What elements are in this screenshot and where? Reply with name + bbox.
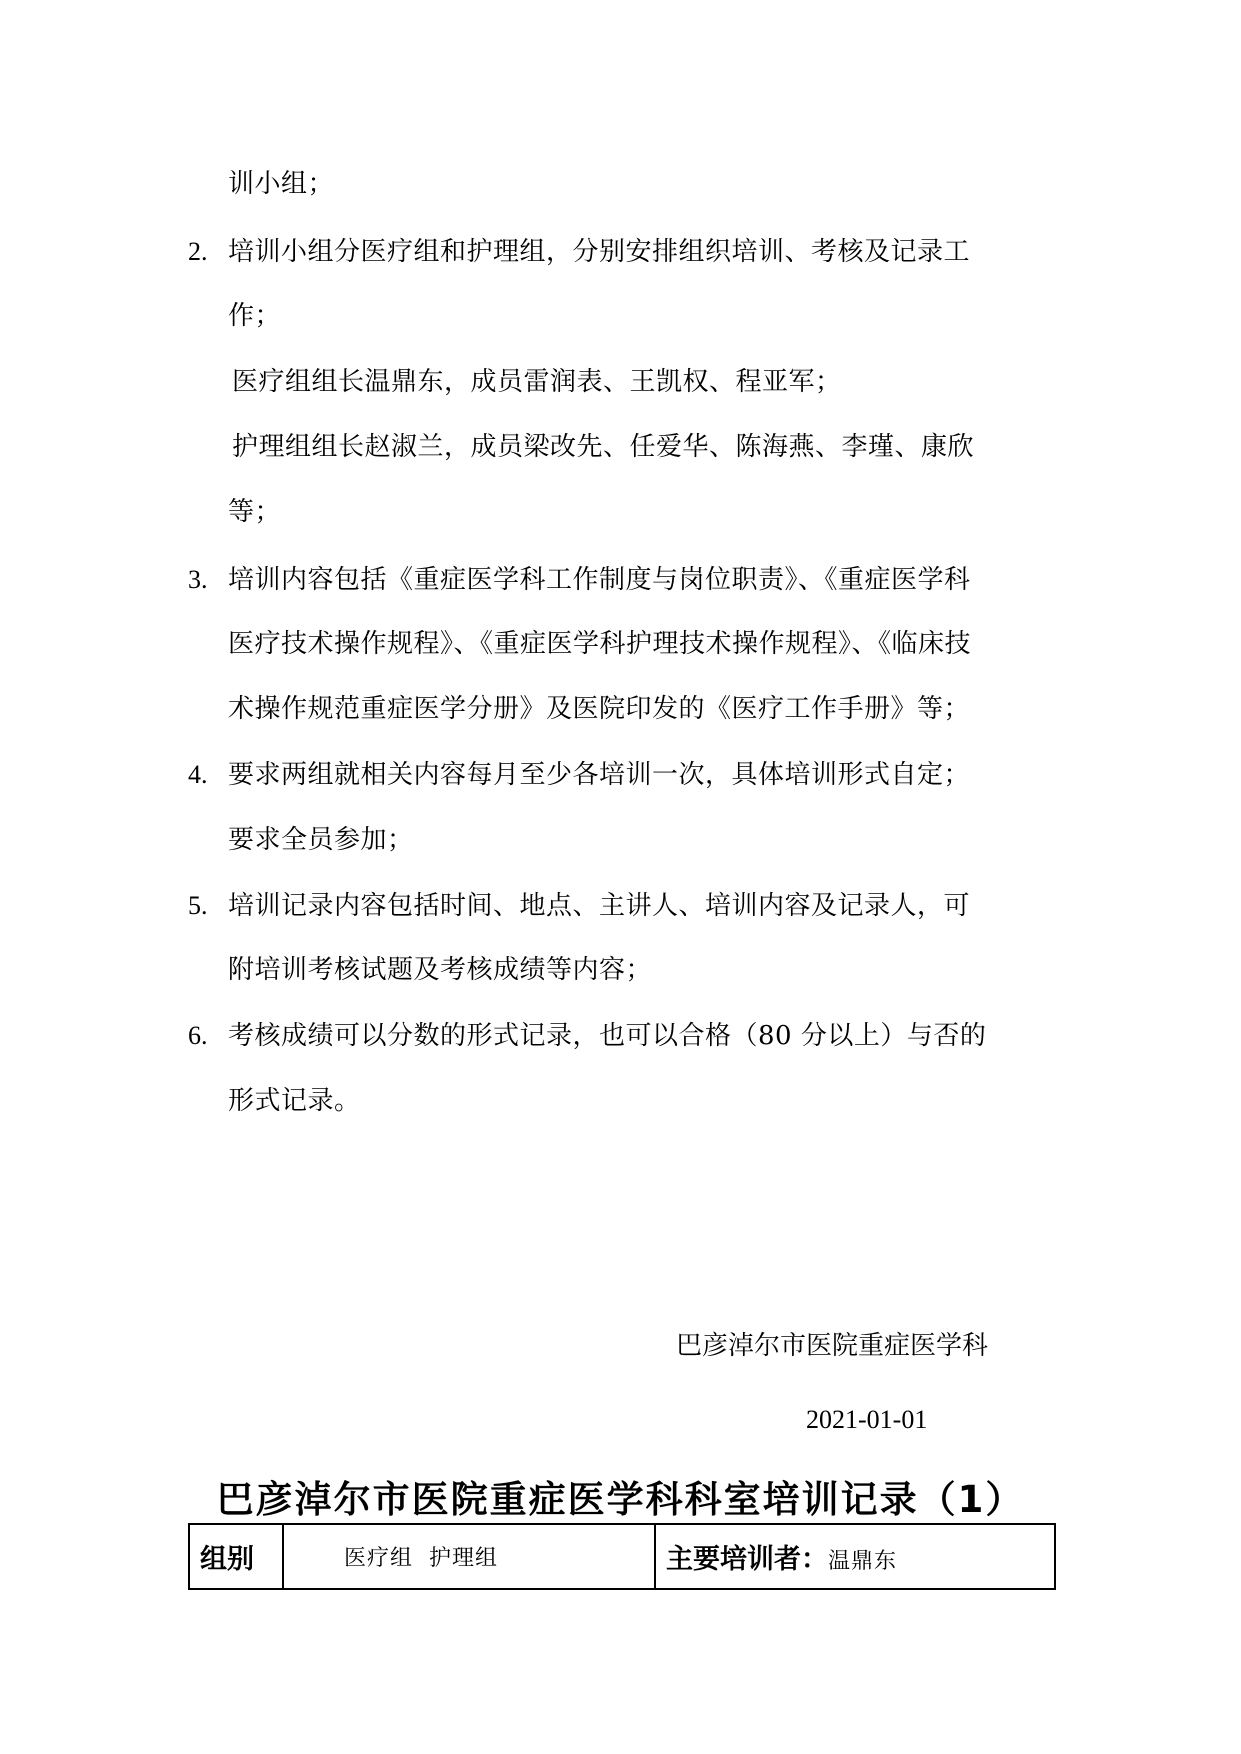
text-line: 医疗技术操作规程》、《重症医学科护理技术操作规程》、《临床技 bbox=[228, 629, 972, 659]
text-line: 要求全员参加； bbox=[228, 825, 414, 855]
list-number: 5. bbox=[188, 891, 208, 920]
record-table bbox=[188, 1523, 1056, 1590]
list-number: 4. bbox=[188, 760, 208, 789]
record-title: 巴彦淖尔市医院重症医学科科室培训记录（1） bbox=[216, 1478, 1025, 1521]
text-line: 训小组； bbox=[228, 169, 335, 199]
text-line: 作； bbox=[228, 301, 282, 331]
group-label: 组别 bbox=[200, 1544, 254, 1575]
text-line: 医疗组组长温鼎东，成员雷润表、王凯权、程亚军； bbox=[232, 367, 842, 397]
trainer-value: 温鼎东 bbox=[828, 1549, 898, 1574]
group-label-cell bbox=[189, 1524, 283, 1589]
signature-date: 2021-01-01 bbox=[806, 1405, 928, 1434]
text-line: 培训记录内容包括时间、地点、主讲人、培训内容及记录人，可 bbox=[228, 891, 971, 921]
signature-department: 巴彦淖尔市医院重症医学科 bbox=[676, 1331, 989, 1361]
text-line: 要求两组就相关内容每月至少各培训一次，具体培训形式自定； bbox=[228, 760, 971, 790]
list-number: 6. bbox=[188, 1021, 208, 1050]
group-value-cell bbox=[283, 1524, 655, 1589]
trainer-label: 主要培训者： bbox=[666, 1544, 828, 1575]
text-line: 术操作规范重症医学分册》及医院印发的《医疗工作手册》等； bbox=[228, 694, 971, 724]
list-number: 3. bbox=[188, 565, 208, 594]
text-line: 护理组组长赵淑兰，成员梁改先、任爱华、陈海燕、李瑾、康欣 bbox=[232, 432, 975, 462]
text-line: 考核成绩可以分数的形式记录，也可以合格（80 分以上）与否的 bbox=[228, 1021, 987, 1051]
group-value: 医疗组 护理组 bbox=[344, 1546, 498, 1571]
list-number: 2. bbox=[188, 237, 208, 266]
table-row bbox=[189, 1524, 1055, 1589]
text-line: 附培训考核试题及考核成绩等内容； bbox=[228, 955, 653, 985]
text-line: 等； bbox=[228, 497, 282, 527]
text-line: 形式记录。 bbox=[228, 1086, 361, 1116]
text-line: 培训小组分医疗组和护理组，分别安排组织培训、考核及记录工 bbox=[228, 237, 971, 267]
text-line: 培训内容包括《重症医学科工作制度与岗位职责》、《重症医学科 bbox=[228, 565, 971, 595]
trainer-cell bbox=[655, 1524, 1055, 1589]
